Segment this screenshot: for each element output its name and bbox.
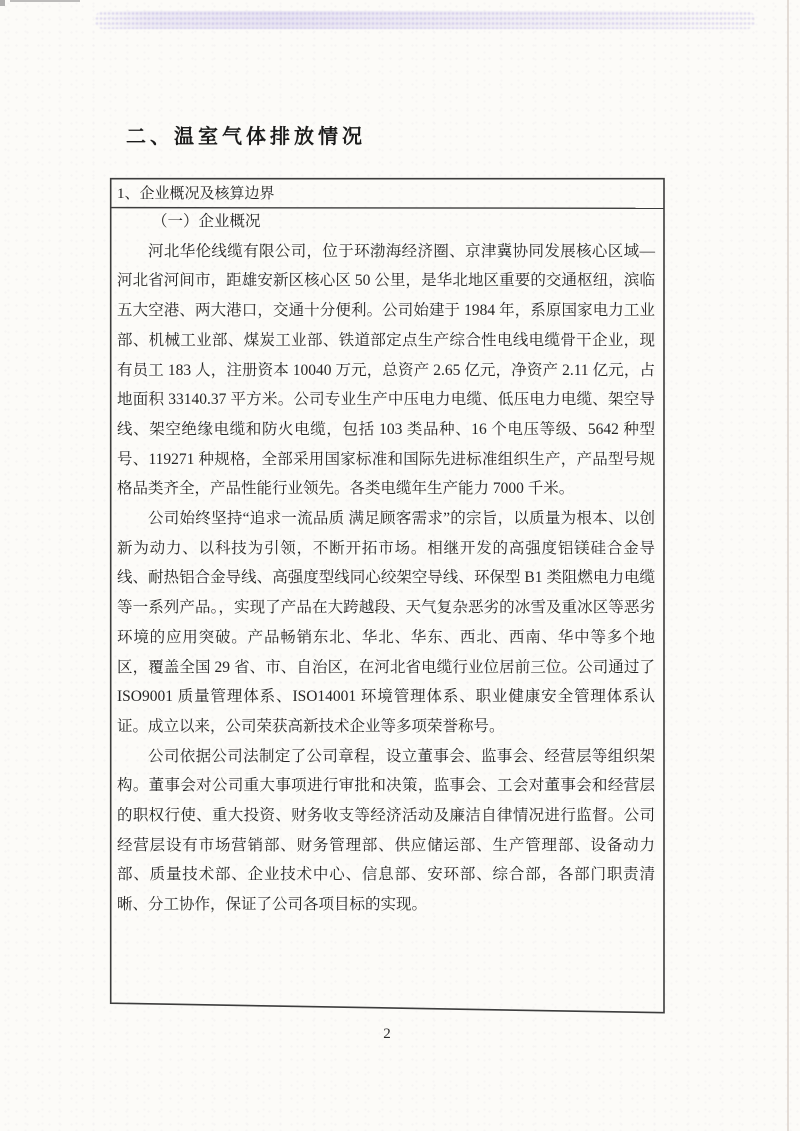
paragraph-company-overview: 河北华伦线缆有限公司，位于环渤海经济圈、京津冀协同发展核心区域—河北省河间市，距雄安新区核心区 50 公里，是华北地区重要的交通枢纽，滨临五大空港、两大港口，交通十分便利。公司始建于 1984 年，系原国家电力工业部、机械工业部、煤炭工业部、铁道部定点生产综合性电线电缆骨干企业，现有员工 183 人，注册资本 10040 万元，总资产 2.65 亿元，净资产 2.11 亿元，占地面积 33140.37 平方米。公司专业生产中压电力电缆、低压电力电缆、架空导线、架空绝缘电缆和防火电缆，包括 103 类品种、16 个电压等级、5642 种型号、119271 种规格，全部采用国家标准和国际先进标准组织生产，产品型号规格品类齐全，产品性能行业领先。各类电缆年生产能力 7000 千米。 — [117, 242, 655, 498]
section-title: 二、温室气体排放情况 — [126, 126, 366, 148]
page-number: 2 — [383, 1026, 391, 1042]
table-header-cell: 1、企业概况及核算边界 — [117, 186, 275, 202]
paragraph-governance: 公司依据公司法制定了公司章程，设立董事会、监事会、经营层等组织架构。董事会对公司重大事项进行审批和决策，监事会、工会对董事会和经营层的职权行使、重大投资、财务收支等经济活动及廉洁自律情况进行监督。公司经营层设有市场营销部、财务管理部、供应储运部、生产管理部、设备动力部、质量技术部、企业技术中心、信息部、安环部、综合部，各部门职责清晰、分工协作，保证了公司各项目标的实现。 — [117, 747, 655, 914]
subsection-heading: （一）企业概况 — [152, 213, 261, 230]
table-body-cell — [117, 207, 655, 920]
paragraph-products-quality: 公司始终坚持“追求一流品质 满足顾客需求”的宗旨，以质量为根本、以创新为动力、以科技为引领，不断开拓市场。相继开发的高强度铝镁硅合金导线、耐热铝合金导线、高强度型线同心绞架空导线、环保型 B1 类阻燃电力电缆等一系列产品。，实现了产品在大跨越段、天气复杂恶劣的冰雪及重冰区等恶劣环境的应用突破。产品畅销东北、华北、华东、西北、西南、华中等多个地区，覆盖全国 29 省、市、自治区，在河北省电缆行业位居前三位。公司通过了 ISO9001 质量管理体系、ISO14001 环境管理体系、职业健康安全管理体系认证。成立以来，公司荣获高新技术企业等多项荣誉称号。 — [117, 510, 655, 735]
